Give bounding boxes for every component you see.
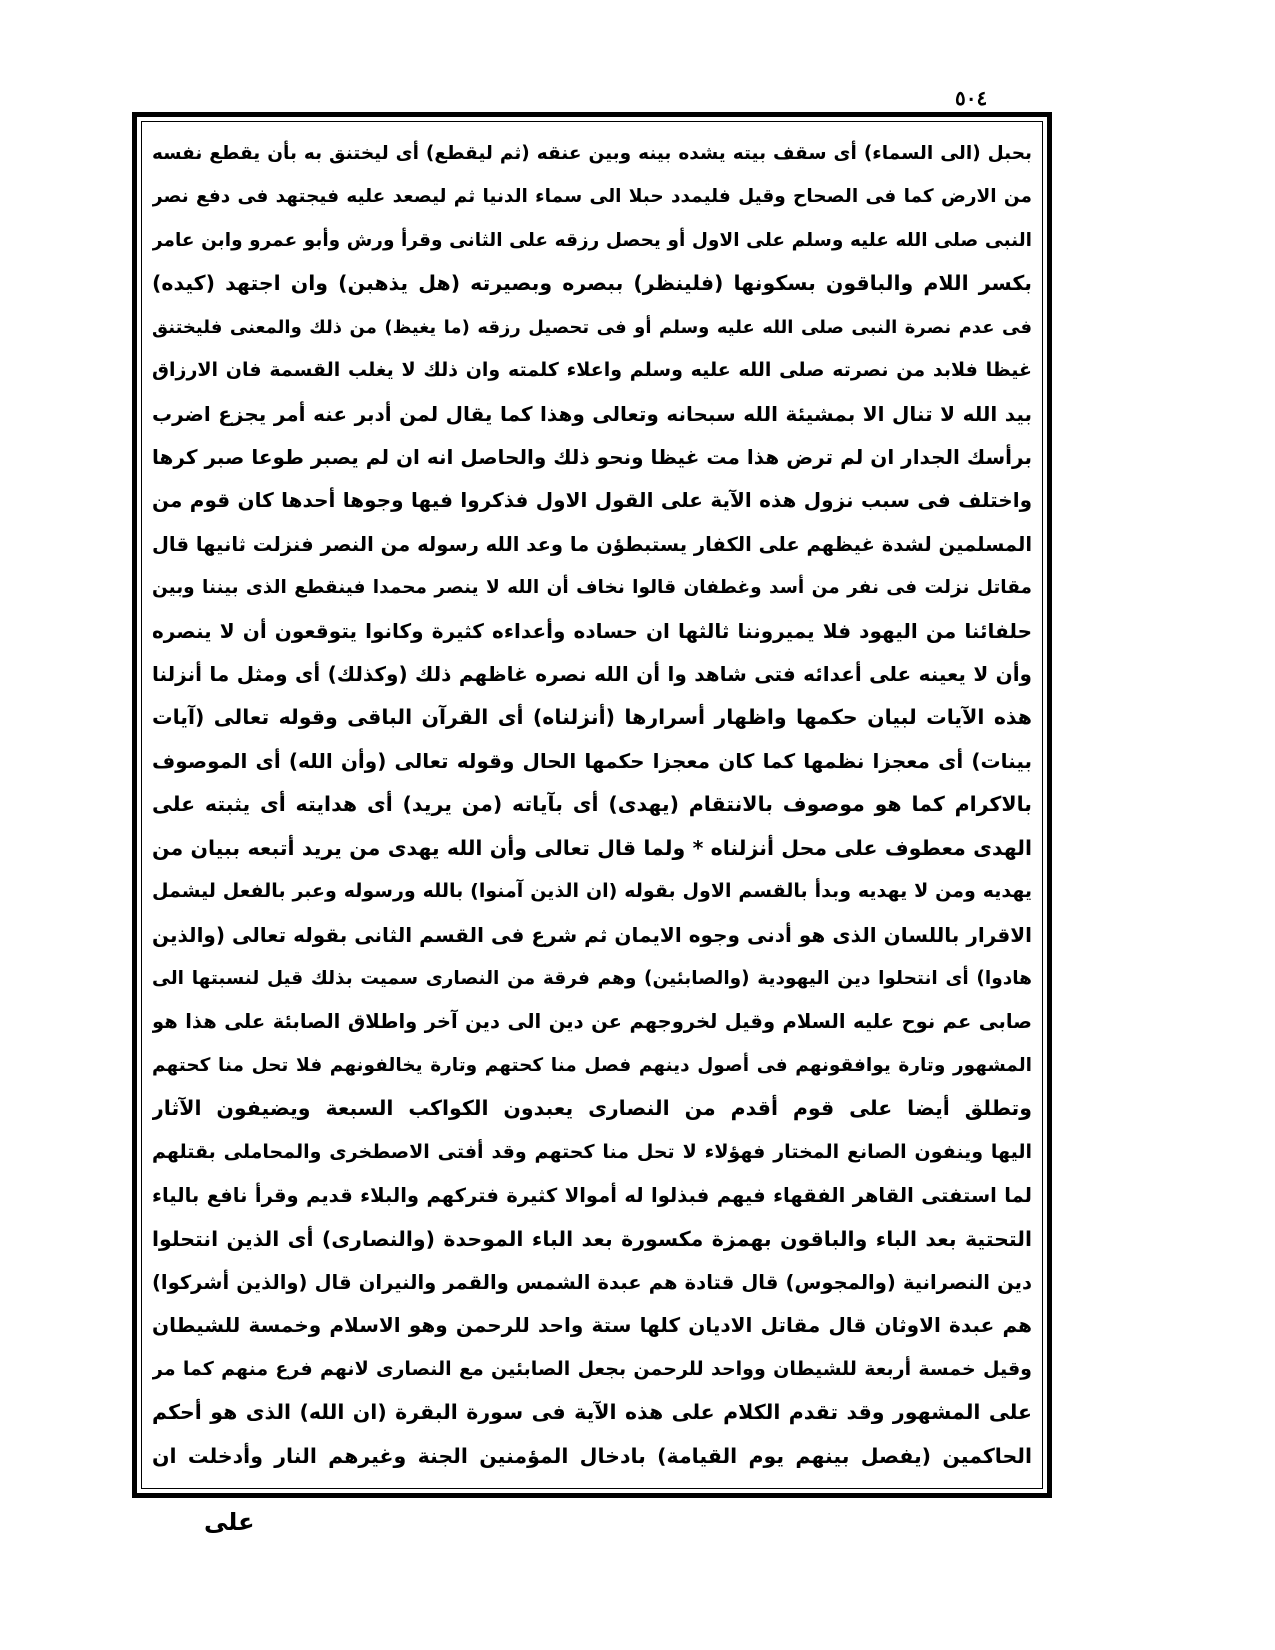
- text-line: وأن لا يعينه على أعدائه فتى شاهد وا أن الله نصره غاظهم ذلك (وكذلك) أى ومثل ما أنزلنا: [152, 662, 1032, 687]
- text-line: دين النصرانية (والمجوس) قال قتادة هم عبدة الشمس والقمر والنيران قال (والذين أشركوا): [152, 1270, 1032, 1294]
- text-line: حلفائنا من اليهود فلا يميروننا ثالثها ان حساده وأعداءه كثيرة وكانوا يتوقعون أن لا ينصره: [152, 618, 1032, 643]
- text-line: يهديه ومن لا يهديه وبدأ بالقسم الاول بقوله (ان الذين آمنوا) بالله ورسوله وعبر بالفعل ليشمل: [152, 880, 1032, 903]
- text-line: مقاتل نزلت فى نفر من أسد وغطفان قالوا نخاف أن الله لا ينصر محمدا فينقطع الذى بيننا وبين: [152, 577, 1032, 599]
- text-line: المسلمين لشدة غيظهم على الكفار يستبطؤن ما وعد الله رسوله من النصر فنزلت ثانيها قال: [152, 532, 1032, 556]
- text-line: غيظا فلابد من نصرته صلى الله عليه وسلم واعلاء كلمته وان ذلك لا يغلب القسمة فان الارزاق: [152, 359, 1032, 382]
- text-line: بالاكرام كما هو موصوف بالانتقام (يهدى) أى بآياته (من يريد) أى هدايته أى يثبته على: [152, 792, 1032, 817]
- catchword: على: [204, 1508, 255, 1536]
- text-line: الحاكمين (يفصل بينهم يوم القيامة) بادخال المؤمنين الجنة وغيرهم النار وأدخلت ان: [152, 1443, 1032, 1468]
- text-line: بحبل (الى السماء) أى سقف بيته يشده بينه وبين عنقه (ثم ليقطع) أى ليختنق به بأن يقطع نفسه: [152, 143, 1032, 164]
- text-line: التحتية بعد الباء والباقون بهمزة مكسورة بعد الباء الموحدة (والنصارى) أى الذين انتحلوا: [152, 1226, 1032, 1251]
- text-line: صابى عم نوح عليه السلام وقيل لخروجهم عن دين الى دين آخر واطلاق الصابئة على هذا هو: [152, 1010, 1032, 1034]
- text-line: هادوا) أى انتحلوا دين اليهودية (والصابئين) وهم فرقة من النصارى سميت بذلك قيل لنسبتها الى: [152, 968, 1032, 990]
- text-line: اليها وينفون الصانع المختار فهؤلاء لا تحل منا كحتهم وقد أفتى الاصطخرى والمحاملى بقتلهم: [152, 1140, 1032, 1163]
- text-line: النبى صلى الله عليه وسلم على الاول أو يحصل رزقه على الثانى وقرأ ورش وأبو عمرو وابن عامر: [152, 229, 1032, 251]
- text-line: هذه الآيات لبيان حكمها واظهار أسرارها (أنزلناه) أى القرآن الباقى وقوله تعالى (آيات: [152, 705, 1032, 730]
- text-line: المشهور وتارة يوافقونهم فى أصول دينهم فصل منا كحتهم وتارة يخالفونهم فلا تحل منا كحتهم: [152, 1054, 1032, 1076]
- text-line: واختلف فى سبب نزول هذه الآية على القول الاول فذكروا فيها وجوها أحدها كان قوم من: [152, 488, 1032, 513]
- text-line: الاقرار باللسان الذى هو أدنى وجوه الايمان ثم شرع فى القسم الثانى بقوله تعالى (والذين: [152, 922, 1032, 947]
- page-number: ٥٠٤: [955, 86, 988, 110]
- text-line: بكسر اللام والباقون بسكونها (فلينظر) ببصره وبصيرته (هل يذهبن) وان اجتهد (كيده): [152, 271, 1032, 296]
- text-block: [152, 134, 1032, 1476]
- text-line: لما استفتى القاهر الفقهاء فيهم فبذلوا له أموالا كثيرة فتركهم والبلاء قديم وقرأ نافع بالياء: [152, 1184, 1032, 1208]
- text-line: على المشهور وقد تقدم الكلام على هذه الآية فى سورة البقرة (ان الله) الذى هو أحكم: [152, 1400, 1032, 1425]
- text-line: وقيل خمسة أربعة للشيطان وواحد للرحمن بجعل الصابئين مع النصارى لانهم فرع منهم كما مر: [152, 1357, 1032, 1380]
- text-line: الهدى معطوف على محل أنزلناه * ولما قال تعالى وأن الله يهدى من يريد أتبعه ببيان من: [152, 835, 1032, 860]
- text-line: هم عبدة الاوثان قال مقاتل الاديان كلها ستة واحد للرحمن وهو الاسلام وخمسة للشيطان: [152, 1313, 1032, 1338]
- text-line: فى عدم نصرة النبى صلى الله عليه وسلم أو فى تحصيل رزقه (ما يغيظ) من ذلك والمعنى فليختنق: [152, 316, 1032, 338]
- text-line: بيد الله لا تنال الا بمشيئة الله سبحانه وتعالى وهذا كما يقال لمن أدبر عنه أمر يجزع اضرب: [152, 401, 1032, 426]
- text-line: من الارض كما فى الصحاح وقيل فليمدد حبلا الى سماء الدنيا ثم ليصعد عليه فيجتهد فى دفع نصر: [152, 186, 1032, 208]
- text-line: برأسك الجدار ان لم ترض هذا مت غيظا ونحو ذلك والحاصل انه ان لم يصبر طوعا صبر كرها: [152, 444, 1032, 469]
- text-line: بينات) أى معجزا نظمها كما كان معجزا حكمها الحال وقوله تعالى (وأن الله) أى الموصوف: [152, 748, 1032, 773]
- text-line: وتطلق أيضا على قوم أقدم من النصارى يعبدون الكواكب السبعة ويضيفون الآثار: [152, 1096, 1032, 1121]
